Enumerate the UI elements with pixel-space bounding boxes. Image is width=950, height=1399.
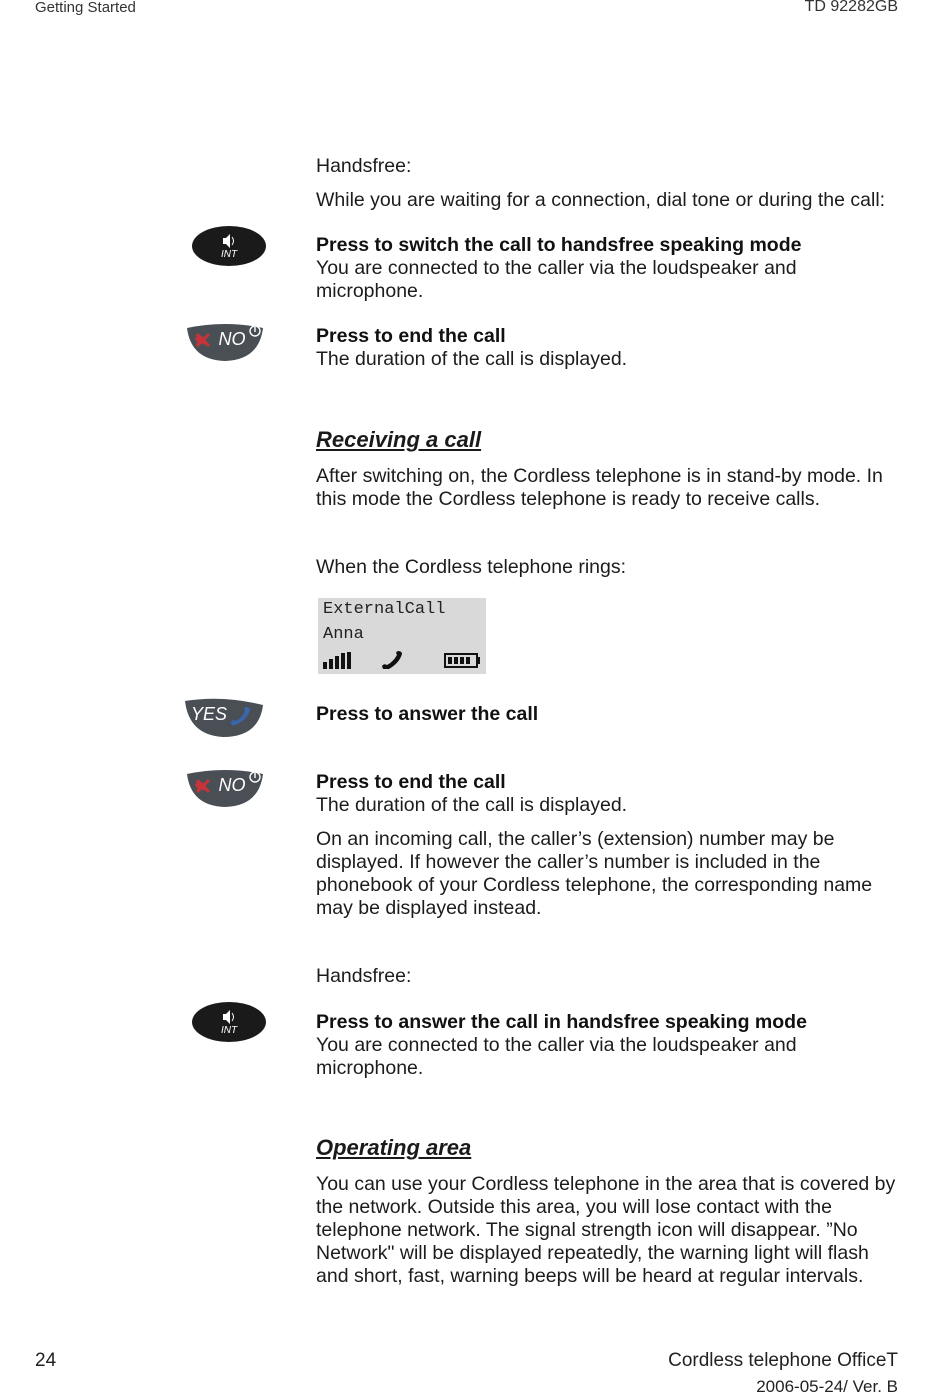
phone-display: [318, 598, 486, 674]
signal-strength-icon: [323, 652, 353, 670]
display-line-call-type: ExternalCall: [323, 600, 446, 619]
header-section-title: Getting Started: [35, 0, 136, 16]
int-speaker-key-icon: [191, 1001, 267, 1043]
end-call-text: The duration of the call is displayed.: [316, 794, 628, 816]
handset-icon: [380, 651, 404, 669]
operating-line-5: and short, fast, warning beeps will be heard at regular intervals.: [316, 1265, 864, 1287]
answer-call-title: Press to answer the call: [316, 703, 539, 725]
end-call-title: Press to end the call: [316, 771, 506, 793]
operating-line-3: telephone network. The signal strength icon will disappear. ”No: [316, 1219, 858, 1241]
battery-icon: [444, 653, 482, 668]
yes-key-label: YES: [190, 704, 228, 724]
page-number: 24: [35, 1350, 57, 1371]
handsfree-label: Handsfree:: [316, 155, 412, 177]
int-speaker-key-icon: [191, 225, 267, 267]
int-key-label: INT: [220, 249, 238, 260]
answer-handsfree-title: Press to answer the call in handsfree speaking mode: [316, 1011, 807, 1033]
step-handsfree-text-b: microphone.: [316, 280, 424, 302]
operating-line-2: the network. Outside this area, you will lose contact with the: [316, 1196, 832, 1218]
answer-handsfree-text-b: microphone.: [316, 1057, 424, 1079]
operating-line-4: Network" will be displayed repeatedly, the warning light will flash: [316, 1242, 869, 1264]
yes-answer-key-icon: [183, 697, 265, 739]
no-end-call-key-icon: [185, 320, 265, 364]
no-key-label: NO: [218, 329, 246, 349]
incoming-info-d: may be displayed instead.: [316, 897, 542, 919]
step-end-call-title: Press to end the call: [316, 325, 506, 347]
operating-line-1: You can use your Cordless telephone in the area that is covered by: [316, 1173, 896, 1195]
receiving-call-heading: Receiving a call: [316, 427, 482, 452]
no-key-label: NO: [218, 775, 246, 795]
operating-area-heading: Operating area: [316, 1135, 472, 1160]
step-handsfree-text-a: You are connected to the caller via the loudspeaker and: [316, 257, 797, 279]
handsfree-label-2: Handsfree:: [316, 965, 412, 987]
no-end-call-key-icon: [185, 766, 265, 810]
version-date: 2006-05-24/ Ver. B: [756, 1377, 898, 1396]
step-end-call-text: The duration of the call is displayed.: [316, 348, 628, 370]
step-handsfree-title: Press to switch the call to handsfree speaking mode: [316, 234, 802, 256]
int-key-label: INT: [220, 1025, 238, 1036]
rings-text: When the Cordless telephone rings:: [316, 556, 627, 578]
incoming-info-b: displayed. If however the caller’s number is included in the: [316, 851, 821, 873]
receiving-para-a: After switching on, the Cordless telephone is in stand-by mode. In: [316, 465, 883, 487]
answer-handsfree-text-a: You are connected to the caller via the loudspeaker and: [316, 1034, 797, 1056]
receiving-para-b: this mode the Cordless telephone is ready to receive calls.: [316, 488, 821, 510]
header-document-id: TD 92282GB: [804, 0, 898, 15]
handsfree-intro: While you are waiting for a connection, dial tone or during the call:: [316, 189, 886, 211]
incoming-info-c: phonebook of your Cordless telephone, the corresponding name: [316, 874, 873, 896]
incoming-info-a: On an incoming call, the caller’s (extension) number may be: [316, 828, 835, 850]
display-line-caller: Anna: [323, 625, 364, 644]
product-name: Cordless telephone OfficeT: [668, 1350, 898, 1371]
